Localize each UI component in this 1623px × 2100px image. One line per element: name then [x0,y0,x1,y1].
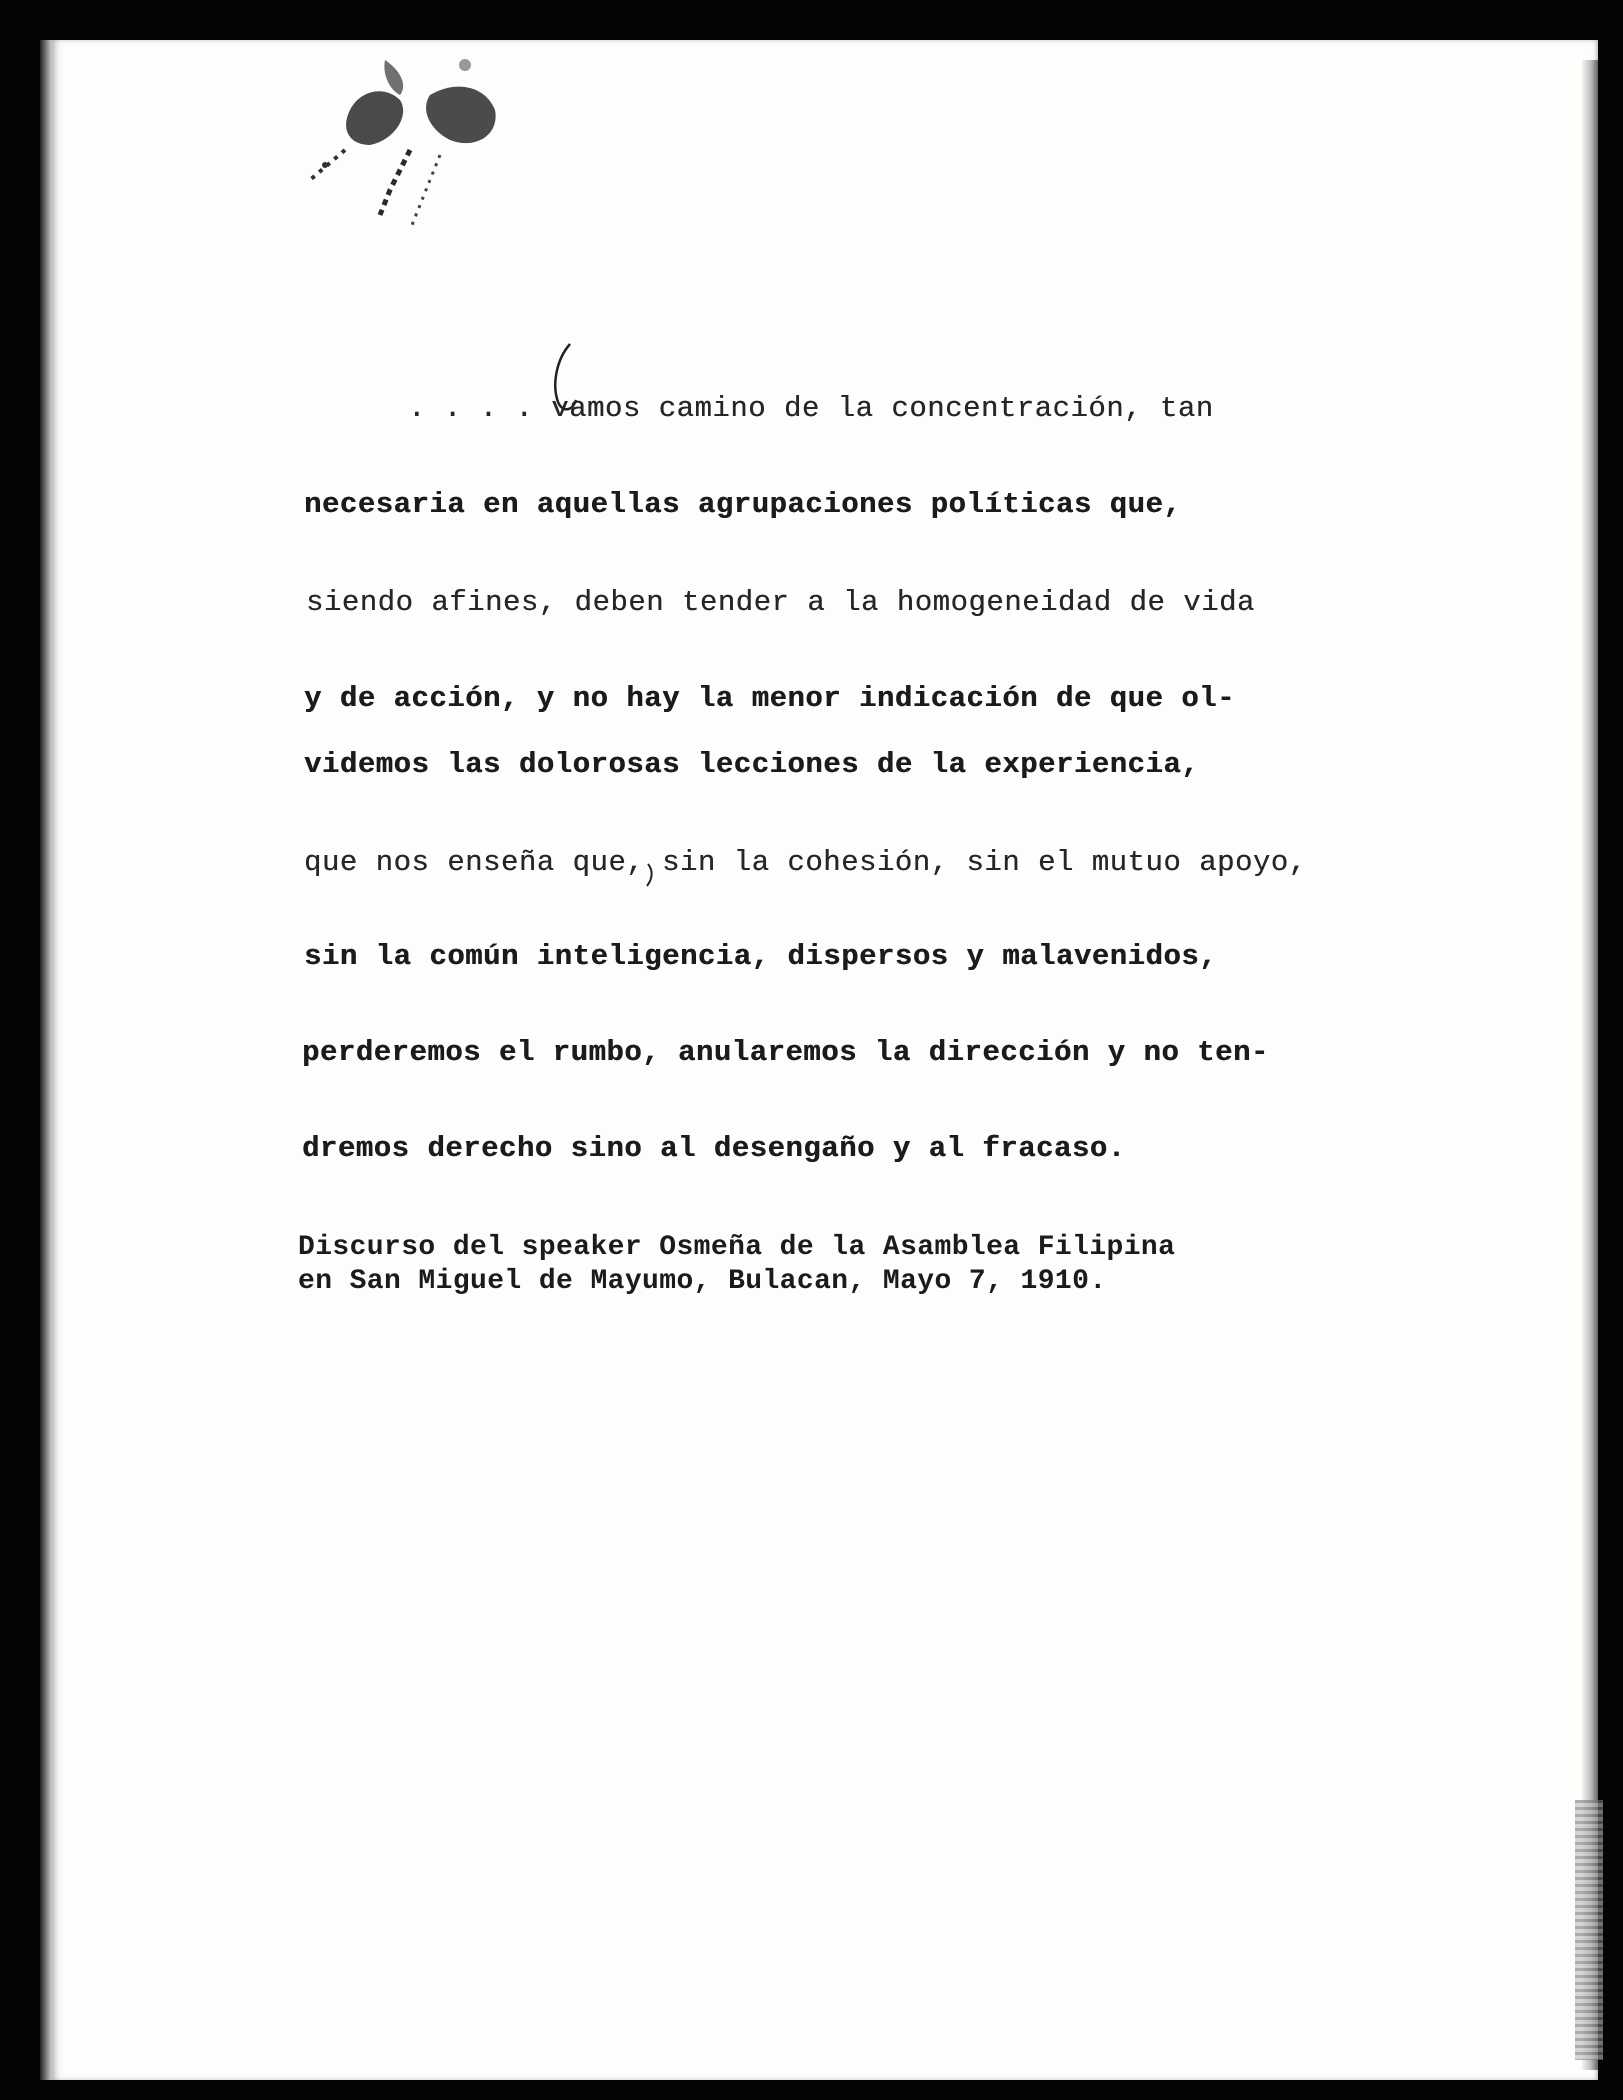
text-line-1: . . . . vamos camino de la concentración, tan [408,392,1214,425]
text-line-5: videmos las dolorosas lecciones de la experiencia, [304,748,1200,781]
citation-line-1: Discurso del speaker Osmeña de la Asamblea Filipina [298,1232,1176,1263]
text-line-6: que nos enseña que, sin la cohesión, sin el mutuo apoyo, [304,846,1307,879]
citation-line-2: en San Miguel de Mayumo, Bulacan, Mayo 7, 1910. [298,1266,1107,1297]
text-line-7: sin la común inteligencia, dispersos y malavenidos, [304,940,1218,973]
handwritten-comma-mark-icon [645,862,655,888]
text-line-8: perderemos el rumbo, anularemos la dirección y no ten- [302,1036,1269,1069]
handwritten-initial-mark-icon [548,340,584,420]
text-line-3: siendo afines, deben tender a la homogeneidad de vida [306,586,1255,619]
text-line-4: y de acción, y no hay la menor indicación de que ol- [304,682,1235,715]
text-line-9: dremos derecho sino al desengaño y al fracaso. [302,1132,1126,1165]
text-line-2: necesaria en aquellas agrupaciones políticas que, [304,488,1182,521]
